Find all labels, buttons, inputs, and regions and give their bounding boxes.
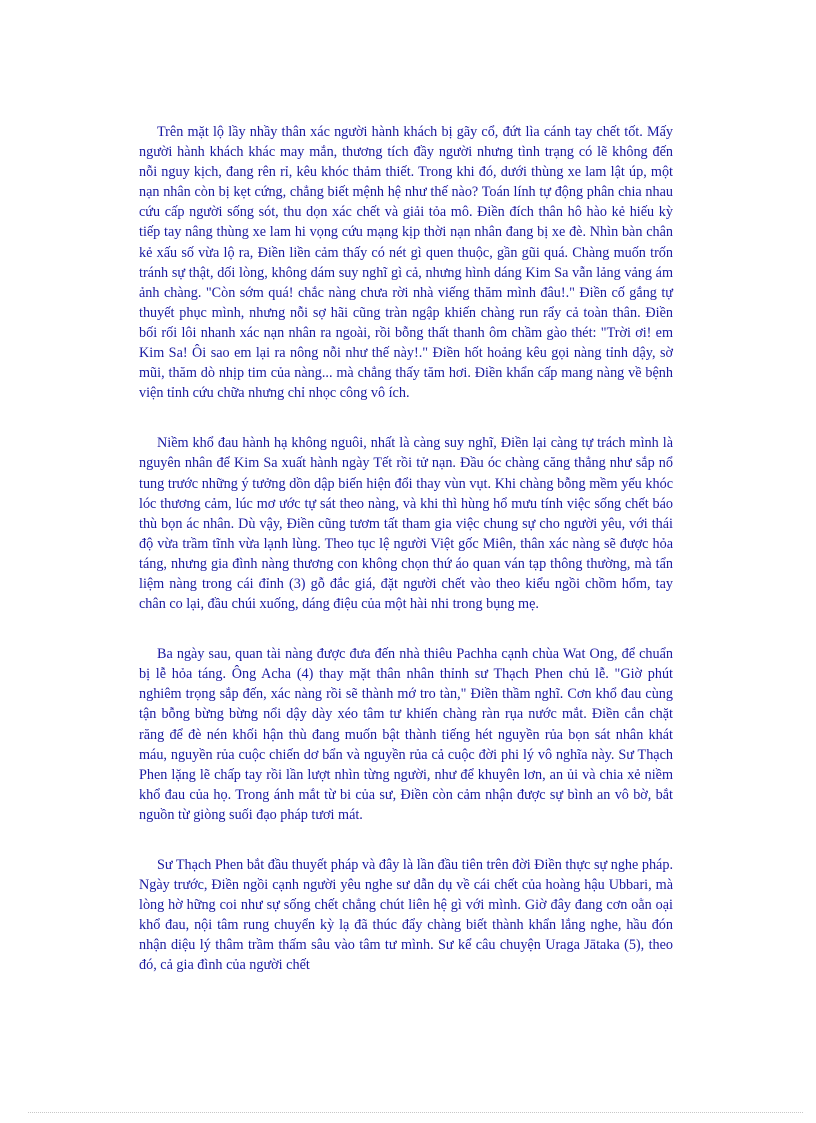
paragraph-2: Niềm khổ đau hành hạ không nguôi, nhất là càng suy nghĩ, Điền lại càng tự trách mình là nguyên nhân để Kim Sa xuất hành ngày Tết rồi tử nạn. Đầu óc chàng căng thẳng như sắp nổ tung trước những ý tưởng dồn dập biến hiện đổi thay vùn vụt. Khi chàng bỗng mềm yếu khóc lóc thương cảm, lúc mơ ước tự sát theo nàng, và khi thì hùng hổ mưu tính việc sống chết báo thù bọn ác nhân. Dù vậy, Điền cũng tươm tất tham gia việc chung sự cho người yêu, với thái độ vừa trầm tĩnh vừa lạnh lùng. Theo tục lệ người Việt gốc Miên, thân xác nàng sẽ được hỏa táng, nhưng gia đình nàng thương con không chọn thứ áo quan ván tạp thông thường, mà tẩn liệm nàng trong cái đỉnh (3) gỗ đắc giá, đặt người chết vào theo kiểu ngồi chồm hổm, tay chân co lại, đầu chúi xuống, dáng điệu của một hài nhi trong bụng mẹ.	[139, 435, 673, 613]
page-bottom-divider	[28, 1112, 803, 1113]
paragraph-3: Ba ngày sau, quan tài nàng được đưa đến nhà thiêu Pachha cạnh chùa Wat Ong, để chuẩn bị lễ hỏa táng. Ông Acha (4) thay mặt thân nhân thỉnh sư Thạch Phen chủ lễ. "Giờ phút nghiêm trọng sắp đến, xác nàng rồi sẽ thành mớ tro tàn," Điền thầm nghĩ. Cơn khổ đau cùng tận bỗng bừng bừng nổi dậy dày xéo tâm tư khiến chàng ràn rụa nước mắt. Điền cắn chặt răng để đè nén khối hận thù đang muốn bật thành tiếng hét nguyền rủa bọn sát nhân khát máu, nguyền rủa cuộc chiến dơ bẩn và nguyền rủa cả cuộc đời phi lý vô nghĩa này. Sư Thạch Phen lặng lẽ chấp tay rồi lần lượt nhìn từng người, như để khuyên lơn, an ủi và chia xẻ niềm khổ đau của họ. Trong ánh mắt từ bi của sư, Điền còn cảm nhận được sự bình an vô bờ, bắt nguồn từ giòng suối đạo pháp tươi mát.	[139, 646, 673, 823]
paragraph-4: Sư Thạch Phen bắt đầu thuyết pháp và đây là lần đầu tiên trên đời Điền thực sự nghe pháp. Ngày trước, Điền ngồi cạnh người yêu nghe sư dẫn dụ về cái chết của hoàng hậu Ubbari, mà lòng hờ hững coi như sự sống chết chẳng chút liên hệ gì với mình. Giờ đây đang cơn oằn oại khổ đau, nội tâm rung chuyển kỳ lạ đã thúc đẩy chàng biết thành khẩn lắng nghe, hầu đón nhận diệu lý thâm trầm thấm sâu vào tâm tư mình. Sư kể câu chuyện Uraga Jātaka (5), theo đó, cả gia đình của người chết	[139, 857, 673, 974]
body-text	[139, 122, 673, 976]
paragraph-1: Trên mặt lộ lầy nhầy thân xác người hành khách bị gãy cổ, đứt lìa cánh tay chết tốt. Mấy người hành khách khác may mắn, thương tích đầy người nhưng tình trạng có lẽ không đến nỗi nguy kịch, đang rên rỉ, kêu khóc thảm thiết. Trong khi đó, dưới thùng xe lam lật úp, một nạn nhân còn bị kẹt cứng, chẳng biết mệnh hệ như thế nào? Toán lính tự động phân chia nhau cứu cấp người sống sót, thu dọn xác chết và giải tỏa mô. Điền đích thân hô hào kẻ hiếu kỳ tiếp tay nâng thùng xe lam hi vọng cứu mạng kịp thời nạn nhân đang bị xe đè. Nhìn bàn chân kẻ xấu số vừa lộ ra, Điền liền cảm thấy có nét gì quen thuộc, gần gũi quá. Chàng muốn trốn tránh sự thật, dối lòng, không dám suy nghĩ gì cả, nhưng hình dáng Kim Sa vẫn lảng vảng ám ảnh chàng. "Còn sớm quá! chắc nàng chưa rời nhà viếng thăm mình đâu!." Điền cố gắng tự thuyết phục mình, nhưng nỗi sợ hãi cũng tràn ngập khiến chàng run rẩy cả toàn thân. Điền bối rối lôi nhanh xác nạn nhân ra ngoài, rồi bỗng thất thanh ôm chầm gào thét: "Trời ơi! em Kim Sa! Ôi sao em lại ra nông nỗi như thế này!." Điền hốt hoảng kêu gọi nàng tỉnh dậy, sờ mũi, thăm dò nhịp tim của nàng... mà chẳng thấy tăm hơi. Điền khẩn cấp mang nàng về bệnh viện tỉnh cứu chữa nhưng chỉ nhọc công vô ích.	[139, 124, 673, 402]
